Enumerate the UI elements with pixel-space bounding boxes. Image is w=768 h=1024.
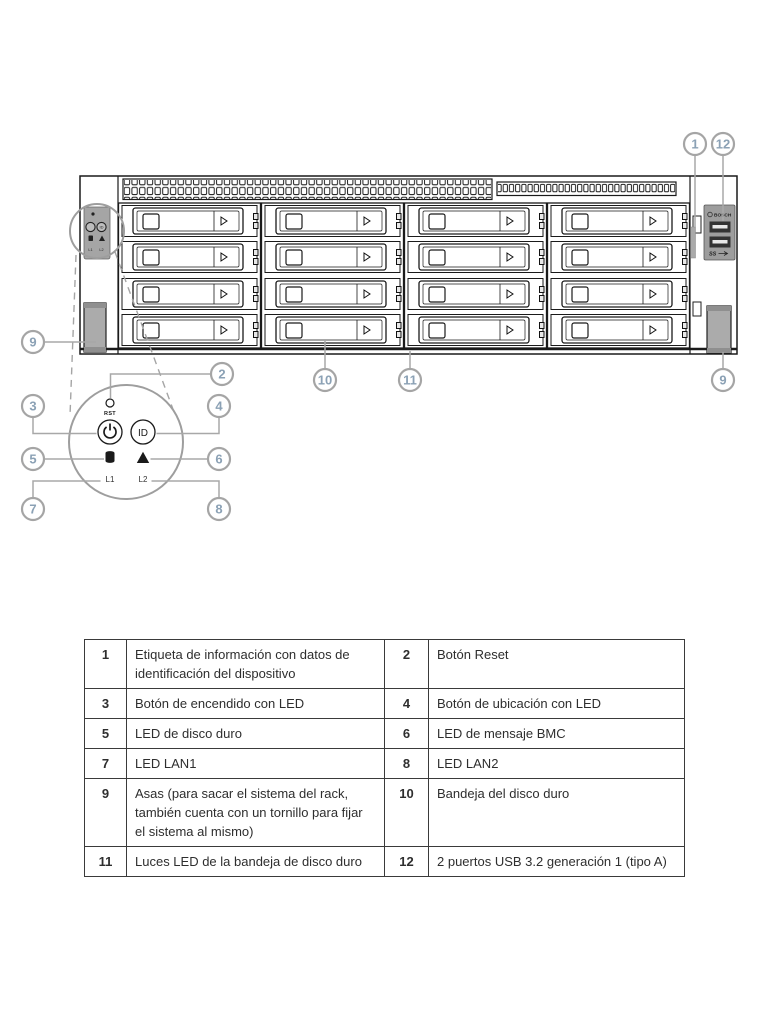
legend-table xyxy=(84,639,685,877)
legend-number: 8 xyxy=(385,749,429,779)
drive-bay xyxy=(265,206,401,237)
drive-bay xyxy=(122,279,258,310)
svg-text:10: 10 xyxy=(317,372,333,388)
legend-description: Botón de ubicación con LED xyxy=(429,689,685,719)
table-row xyxy=(85,640,685,689)
callout-handle-right xyxy=(712,369,734,391)
svg-text:1: 1 xyxy=(691,136,699,152)
drive-bay xyxy=(122,242,258,273)
callout-lan1 xyxy=(22,498,44,520)
drive-bay xyxy=(122,315,258,346)
vent-grille-left xyxy=(123,179,492,200)
drive-bay xyxy=(408,315,544,346)
callout-power xyxy=(22,395,44,417)
hdd-led-icon xyxy=(106,451,115,463)
legend-description: LED de mensaje BMC xyxy=(429,719,685,749)
drive-bay xyxy=(551,315,687,346)
drive-bay xyxy=(265,315,401,346)
drive-bay xyxy=(122,206,258,237)
legend-description: Botón Reset xyxy=(429,640,685,689)
legend-description: Etiqueta de información con datos de identificación del dispositivo xyxy=(127,640,385,689)
drive-bay-grid xyxy=(119,203,690,348)
callout-id xyxy=(208,395,230,417)
legend-number: 9 xyxy=(85,779,127,847)
drive-bay xyxy=(408,206,544,237)
vent-grille-right xyxy=(497,182,676,196)
drive-bay xyxy=(408,279,544,310)
control-panel-detail xyxy=(69,385,183,499)
legend-description: Botón de encendido con LED xyxy=(127,689,385,719)
legend-number: 7 xyxy=(85,749,127,779)
hdd-led-icon-small xyxy=(89,236,94,242)
callout-info-label xyxy=(684,133,706,155)
legend-number: 11 xyxy=(85,847,127,877)
drive-bay xyxy=(551,242,687,273)
legend-description: Asas (para sacar el sistema del rack, también cuenta con un tornillo para fijar el sistema al mismo) xyxy=(127,779,385,847)
usb-port-1 xyxy=(710,222,731,233)
table-row xyxy=(85,779,685,847)
legend-description: Bandeja del disco duro xyxy=(429,779,685,847)
lan2-label: L2 xyxy=(138,475,148,484)
drive-bay xyxy=(408,242,544,273)
svg-text:9: 9 xyxy=(719,372,727,388)
legend-description: LED LAN1 xyxy=(127,749,385,779)
id-button-label: ID xyxy=(138,427,148,439)
drive-bay xyxy=(265,242,401,273)
legend-number: 5 xyxy=(85,719,127,749)
lan1-label-small: L1 xyxy=(88,248,93,252)
svg-text:7: 7 xyxy=(29,501,37,517)
legend-number: 12 xyxy=(385,847,429,877)
callout-hdd-led xyxy=(22,448,44,470)
svg-text:5: 5 xyxy=(29,451,37,467)
lan2-label-small: L2 xyxy=(99,248,104,252)
callout-usb-ports xyxy=(712,133,734,155)
usb-port-2 xyxy=(710,237,731,248)
id-button-small-label: ID xyxy=(99,224,104,230)
callout-bmc-led xyxy=(208,448,230,470)
svg-text:9: 9 xyxy=(29,334,37,350)
svg-text:11: 11 xyxy=(403,372,417,388)
table-row xyxy=(85,689,685,719)
drive-bay xyxy=(551,206,687,237)
reset-pinhole xyxy=(91,212,94,215)
power-button-small xyxy=(86,222,95,231)
legend-number: 3 xyxy=(85,689,127,719)
legend-number: 1 xyxy=(85,640,127,689)
reset-label: RST xyxy=(104,411,116,417)
drive-bay xyxy=(265,279,401,310)
svg-text:12: 12 xyxy=(715,136,731,152)
callout-handle-left xyxy=(22,331,44,353)
info-label-strip xyxy=(691,216,702,316)
usb-superspeed-label: SS xyxy=(709,251,717,258)
handle-left xyxy=(84,303,106,352)
brand-label: BOSCH xyxy=(714,213,732,219)
handle-right xyxy=(707,306,731,353)
usb-panel xyxy=(704,205,735,260)
table-row xyxy=(85,749,685,779)
svg-text:2: 2 xyxy=(218,366,226,382)
callout-tray-leds xyxy=(399,369,421,391)
legend-number: 6 xyxy=(385,719,429,749)
lan1-label: L1 xyxy=(105,475,115,484)
callout-lan2 xyxy=(208,498,230,520)
legend-number: 10 xyxy=(385,779,429,847)
svg-text:4: 4 xyxy=(215,398,223,414)
legend-description: LED LAN2 xyxy=(429,749,685,779)
svg-text:8: 8 xyxy=(215,501,223,517)
table-row xyxy=(85,719,685,749)
legend-description: 2 puertos USB 3.2 generación 1 (tipo A) xyxy=(429,847,685,877)
legend-description: LED de disco duro xyxy=(127,719,385,749)
callout-reset xyxy=(211,363,233,385)
callout-hdd-tray xyxy=(314,369,336,391)
legend-number: 4 xyxy=(385,689,429,719)
control-panel-small xyxy=(84,207,110,259)
legend-number: 2 xyxy=(385,640,429,689)
server-chassis xyxy=(70,176,737,354)
drive-bay xyxy=(551,279,687,310)
legend-description: Luces LED de la bandeja de disco duro xyxy=(127,847,385,877)
svg-text:6: 6 xyxy=(215,451,223,467)
svg-text:3: 3 xyxy=(29,398,37,414)
table-row xyxy=(85,847,685,877)
